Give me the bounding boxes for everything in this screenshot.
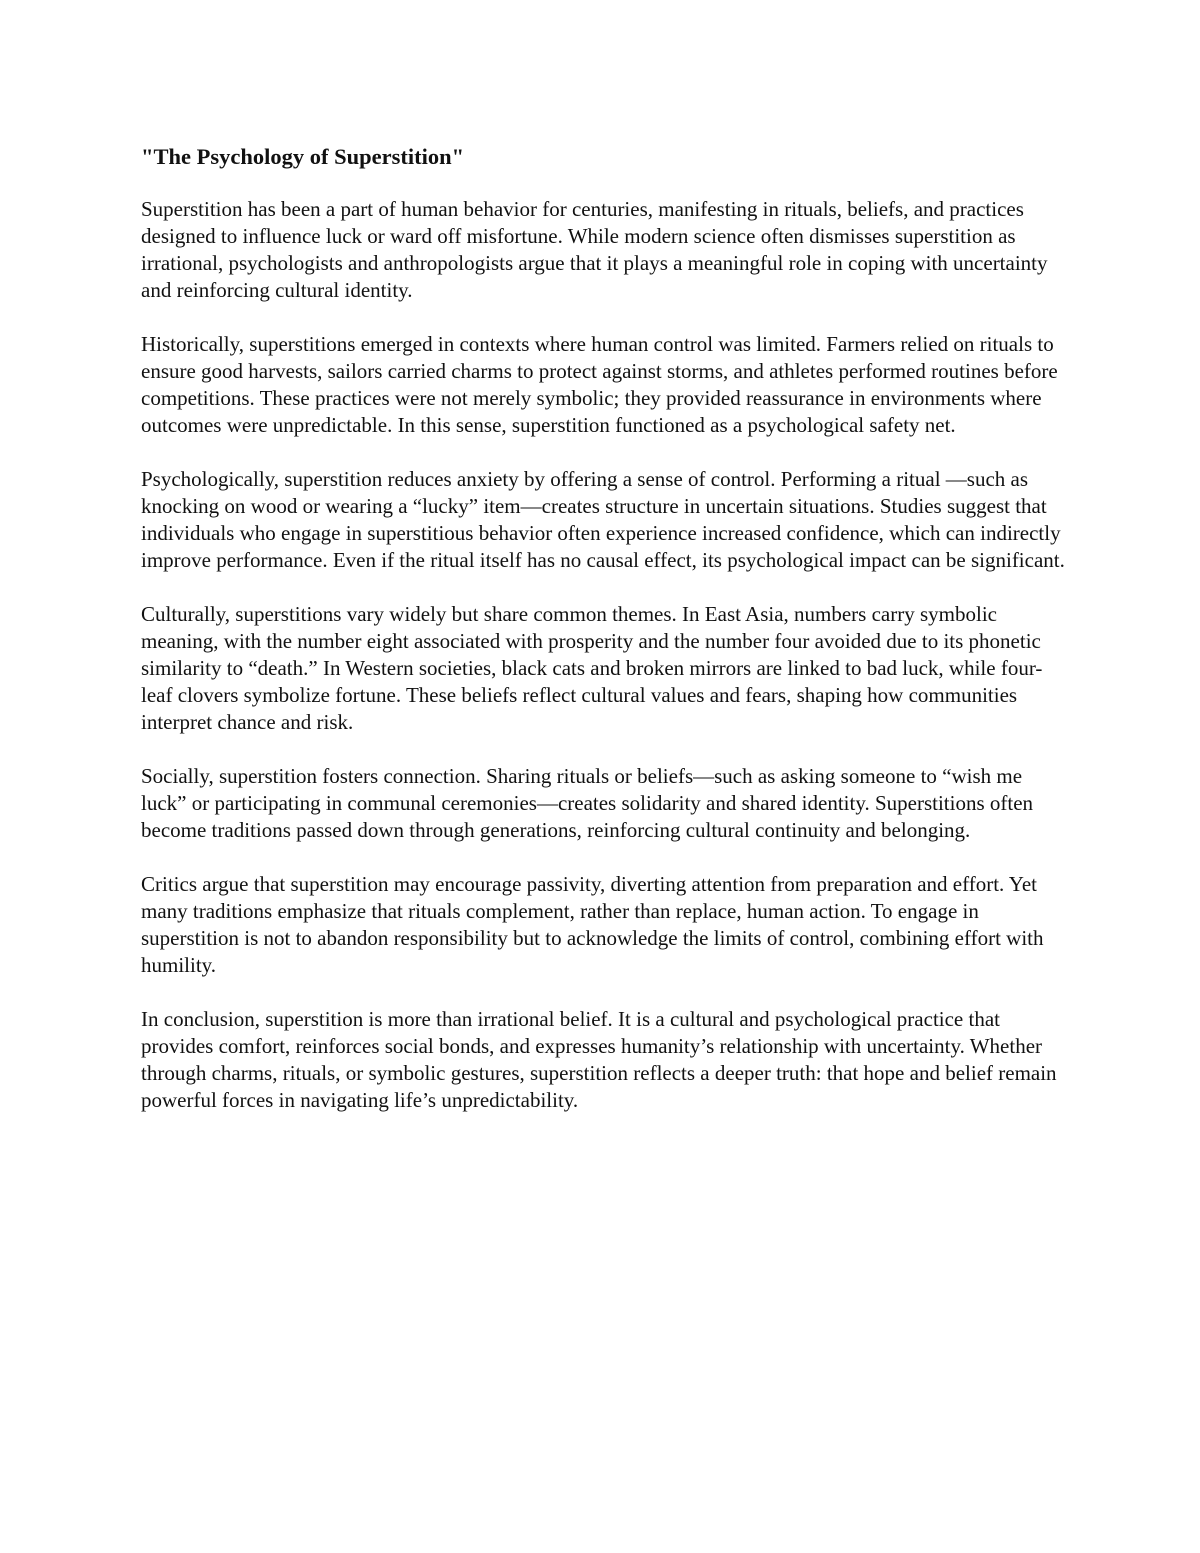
paragraph-historical: Historically, superstitions emerged in contexts where human control was limited. Farmers relied on rituals to ensure good harvests, sailors carried charms to protect against storms, and athletes performed routines before competitions. These practices were not merely symbolic; they provided reassurance in environments where outcomes were unpredictable. In this sense, superstition functioned as a psychological safety net. xyxy=(141,332,1058,437)
paragraph-social: Socially, superstition fosters connection. Sharing rituals or beliefs—such as asking someone to “wish me luck” or participating in communal ceremonies—creates solidarity and shared identity. Superstitions often become traditions passed down through generations, reinforcing cultural continuity and belonging. xyxy=(141,764,1034,842)
paragraph-cultural: Culturally, superstitions vary widely but share common themes. In East Asia, numbers carry symbolic meaning, with the number eight associated with prosperity and the number four avoided due to its phonetic similarity to “death.” In Western societies, black cats and broken mirrors are linked to bad luck, while four-leaf clovers symbolize fortune. These beliefs reflect cultural values and fears, shaping how communities interpret chance and risk. xyxy=(141,602,1043,734)
document-page xyxy=(141,143,1071,1141)
paragraph-conclusion: In conclusion, superstition is more than irrational belief. It is a cultural and psychological practice that provides comfort, reinforces social bonds, and expresses humanity’s relationship with uncertainty. Whether through charms, rituals, or symbolic gestures, superstition reflects a deeper truth: that hope and belief remain powerful forces in navigating life’s unpredictability. xyxy=(141,1007,1057,1112)
document-title: "The Psychology of Superstition" xyxy=(141,144,465,169)
paragraph-intro: Superstition has been a part of human behavior for centuries, manifesting in rituals, beliefs, and practices designed to influence luck or ward off misfortune. While modern science often dismisses superstition as irrational, psychologists and anthropologists argue that it plays a meaningful role in coping with uncertainty and reinforcing cultural identity. xyxy=(141,197,1048,302)
paragraph-critics: Critics argue that superstition may encourage passivity, diverting attention from preparation and effort. Yet many traditions emphasize that rituals complement, rather than replace, human action. To engage in superstition is not to abandon responsibility but to acknowledge the limits of control, combining effort with humility. xyxy=(141,872,1044,977)
paragraph-psychological: Psychologically, superstition reduces anxiety by offering a sense of control. Performing a ritual —such as knocking on wood or wearing a “lucky” item—creates structure in uncertain situations. Studies suggest that individuals who engage in superstitious behavior often experience increased confidence, which can indirectly improve performance. Even if the ritual itself has no causal effect, its psychological impact can be significant. xyxy=(141,467,1065,572)
